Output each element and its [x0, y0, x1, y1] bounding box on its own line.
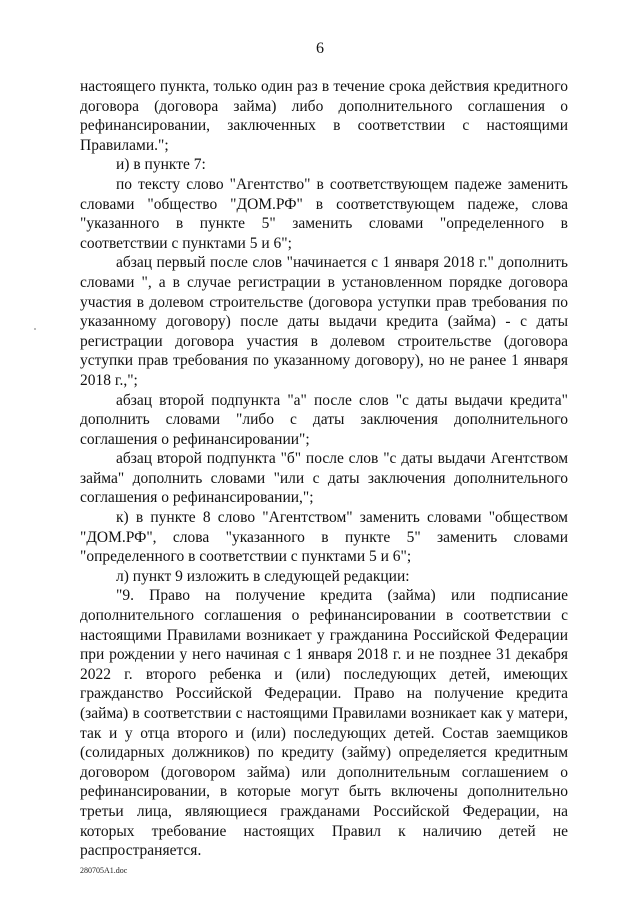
- paragraph-subpoint-a: абзац второй подпункта "а" после слов "с даты выдачи кредита" дополнить словами "либо с даты заключения дополнительного соглашения о рефинансировании";: [80, 391, 568, 448]
- paragraph-replace-agency: по тексту слово "Агентство" в соответствующем падеже заменить словами "общество "ДОМ.РФ" в соответствующем падеже, слова "указанного в пункте 5" заменить словами "определенного в соответствии с пунктами 5 и 6";: [80, 175, 568, 252]
- paragraph-first-abzac: абзац первый после слов "начинается с 1 января 2018 г." дополнить словами ", а в случае регистрации в установленном порядке договора участия в долевом строительстве (договора уступки прав требования по указанному договору) после даты выдачи кредита (займа) - с даты регистрации договора участия в долевом строительстве (договора уступки прав требования по указанному договору), но не ранее 1 января 2018 г.,";: [80, 254, 568, 389]
- paragraph-subitem-k: к) в пункте 8 слово "Агентством" заменить словами "обществом "ДОМ.РФ", слова "указанного в пункте 5" заменить словами "определенного в соответствии с пунктами 5 и 6";: [80, 509, 568, 566]
- paragraph-subitem-i: и) в пункте 7:: [116, 156, 206, 174]
- paragraph-point-9: "9. Право на получение кредита (займа) или подписание дополнительного соглашения о рефинансировании в соответствии с настоящими Правилами возникает у гражданина Российской Федерации при рождении у него начиная с 1 января 2018 г. и не позднее 31 декабря 2022 г. второго ребенка и (или) последующих детей, имеющих гражданство Российской Федерации. Право на получение кредита (займа) в соответствии с настоящими Правилами возникает как у матери, так и у отца второго и (или) последующих детей. Состав заемщиков (солидарных должников) по кредиту (займу) определяется кредитным договором (договором займа) или дополнительным соглашением о рефинансировании, в которые могут быть включены дополнительно третьи лица, являющиеся гражданами Российской Федерации, на которых требование настоящих Правил к наличию детей не распространяется.: [80, 587, 568, 860]
- paragraph-subitem-l: л) пункт 9 изложить в следующей редакции:: [116, 567, 410, 585]
- footer-filename: 280705A1.doc: [80, 866, 128, 875]
- paragraph-subpoint-b: абзац второй подпункта "б" после слов "с даты выдачи Агентством займа" дополнить словами "или с даты заключения дополнительного соглашения о рефинансировании,";: [80, 450, 568, 507]
- paragraph-continuation: настоящего пункта, только один раз в течение срока действия кредитного договора (договора займа) либо дополнительного соглашения о рефинансировании, заключенных в соответствии с настоящими Правилами.";: [80, 78, 568, 154]
- page-number: 6: [316, 40, 324, 57]
- document-body: [80, 77, 568, 861]
- margin-speck: [34, 328, 36, 330]
